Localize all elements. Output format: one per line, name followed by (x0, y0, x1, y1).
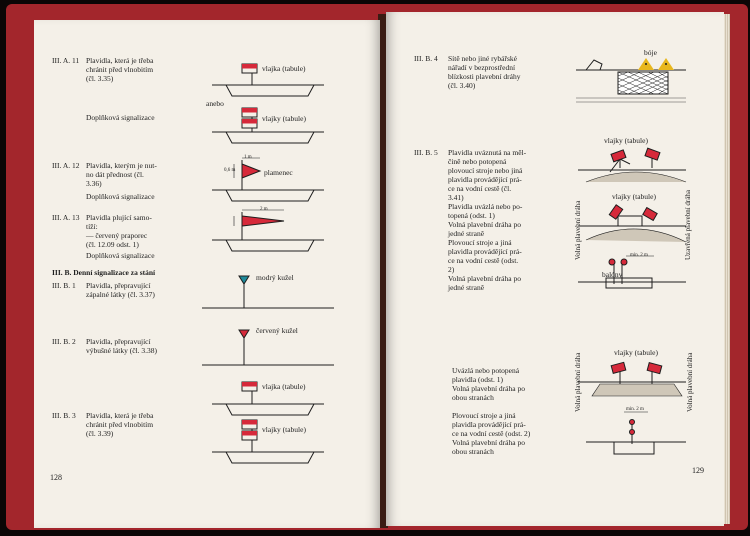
page-number: 129 (692, 466, 704, 475)
pennant-label: plamenec (264, 168, 293, 177)
right-page (386, 12, 724, 526)
row-text: plavidla provádějící prá- (448, 247, 522, 256)
row-text: ce na vodní cestě (čl. (448, 184, 512, 193)
right-illustrations (386, 12, 724, 526)
row-text: výbušné látky (čl. 3.38) (86, 346, 158, 355)
row-text: Plavidla, která je třeba (86, 411, 154, 420)
row-text: topená (odst. 1) (448, 211, 495, 220)
red-cone-diagram (202, 330, 334, 365)
row-text: (čl. 3.39) (86, 429, 114, 438)
row-text: 3.41) (448, 193, 464, 202)
flag-label: vlajka (tabule) (262, 64, 306, 73)
row-text: (čl. 3.40) (448, 81, 476, 90)
row-text: no dát přednost (čl. (86, 170, 144, 179)
row-code: III. B. 1 (52, 281, 76, 290)
row-text: Plavidla uváznutá na měl- (448, 148, 527, 157)
row-text: Plavidla plující samo- (86, 213, 152, 222)
left-illustrations (34, 20, 380, 528)
row-text: obou stranách (452, 447, 494, 456)
buoy-label: bóje (644, 48, 657, 57)
left-page (34, 20, 380, 528)
row-text: čině nebo potopená (448, 157, 507, 166)
section-heading: III. B. Denní signalizace za stání (52, 268, 156, 277)
row-text: Volná plavební dráha po (448, 220, 521, 229)
row-text: nářadí v bezprostřední (448, 63, 516, 72)
row-text: jedné straně (448, 229, 485, 238)
row-text: — červený praporec (86, 231, 148, 240)
flag-label: vlajky (tabule) (262, 114, 306, 123)
row-text: Plovoucí stroje a jiná (448, 238, 512, 247)
boat-pennant-diagram (212, 158, 324, 201)
flag-label: vlajka (tabule) (262, 382, 306, 391)
row-text: 3.36) (86, 179, 102, 188)
row-text: zápalné látky (čl. 3.37) (86, 290, 155, 299)
fairway-label: Volná plavební dráha (686, 352, 694, 412)
row-text: obou stranách (452, 393, 494, 402)
row-text: plavidla (odst. 1) (452, 375, 504, 384)
row-text: Plavidla, kterým je nut- (86, 161, 157, 170)
row-text: Plovoucí stroje a jiná (452, 411, 516, 420)
row-code: III. B. 3 (52, 411, 76, 420)
row-text: Volná plavební dráha po (452, 438, 525, 447)
fairway-label: Uzavřená plavební dráha (684, 190, 692, 260)
row-text: plavidla provádějící prá- (452, 420, 526, 429)
row-text: (čl. 12.09 odst. 1) (86, 240, 139, 249)
fairway-label: Volná plavební dráha (574, 352, 582, 412)
page-number: 128 (50, 473, 62, 482)
grounded-vessel-diagram (578, 148, 686, 182)
row-text: chránit před vlnobitím (86, 420, 154, 429)
row-text: Plavidla, přepravující (86, 337, 151, 346)
floating-machine-diagram (586, 412, 686, 454)
supplementary-label: Doplňková signalizace (86, 192, 155, 201)
flag-label: vlajky (tabule) (612, 192, 656, 201)
row-text: 2) (448, 265, 455, 274)
grounded-vessel-diagram (578, 205, 686, 242)
row-code: III. B. 4 (414, 54, 438, 63)
fishing-net-diagram (576, 58, 686, 102)
row-code: III. B. 2 (52, 337, 76, 346)
row-text: Volná plavební dráha po (448, 274, 521, 283)
flag-label: vlajky (tabule) (262, 425, 306, 434)
row-text: plovoucí stroje nebo jiná (448, 166, 523, 175)
row-code: III. B. 5 (414, 148, 438, 157)
row-text: ce na vodní cestě (odst. 2) (452, 429, 531, 438)
balloons-label: balóny (602, 270, 623, 279)
row-text: Volná plavební dráha po (452, 384, 525, 393)
row-text: blízkosti plavební dráhy (448, 72, 521, 81)
dimension-label: 1 m (244, 155, 252, 160)
supplementary-label: Doplňková signalizace (86, 113, 155, 122)
row-text: Sítě nebo jiné rybářské (448, 54, 517, 63)
row-text: jedné straně (448, 283, 485, 292)
cone-label: modrý kužel (256, 273, 294, 282)
flag-label: vlajky (tabule) (604, 136, 648, 145)
row-text: plavidla provádějící prá- (448, 175, 522, 184)
row-text: (čl. 3.35) (86, 74, 114, 83)
row-code: III. A. 13 (52, 213, 80, 222)
supplementary-label: Doplňková signalizace (86, 251, 155, 260)
cone-label: červený kužel (256, 326, 298, 335)
flag-label: vlajky (tabule) (614, 348, 658, 357)
row-text: ce na vodní cestě (odst. (448, 256, 519, 265)
row-text: Plavidla, která je třeba (86, 56, 154, 65)
both-sides-vessel-diagram (578, 362, 686, 396)
fairway-label: Volná plavební dráha (574, 200, 582, 260)
row-code: III. A. 12 (52, 161, 80, 170)
dimension-label: 2 m (260, 207, 268, 212)
row-code: III. A. 11 (52, 56, 80, 65)
row-text: chránit před vlnobitím (86, 65, 154, 74)
row-text: Uvázlá nebo potopená (452, 366, 520, 375)
anebo-label: anebo (206, 99, 224, 108)
dimension-label: min. 2 m (630, 253, 648, 258)
balloons-diagram (578, 256, 686, 288)
row-text: tíží: (86, 222, 98, 231)
dimension-label: min. 2 m (626, 407, 644, 412)
boat-long-pennant-diagram (212, 210, 324, 251)
row-text: Plavidla, přepravující (86, 281, 151, 290)
row-text: Plavidla uvázlá nebo po- (448, 202, 523, 211)
dimension-label: 0,6 m (224, 168, 236, 173)
